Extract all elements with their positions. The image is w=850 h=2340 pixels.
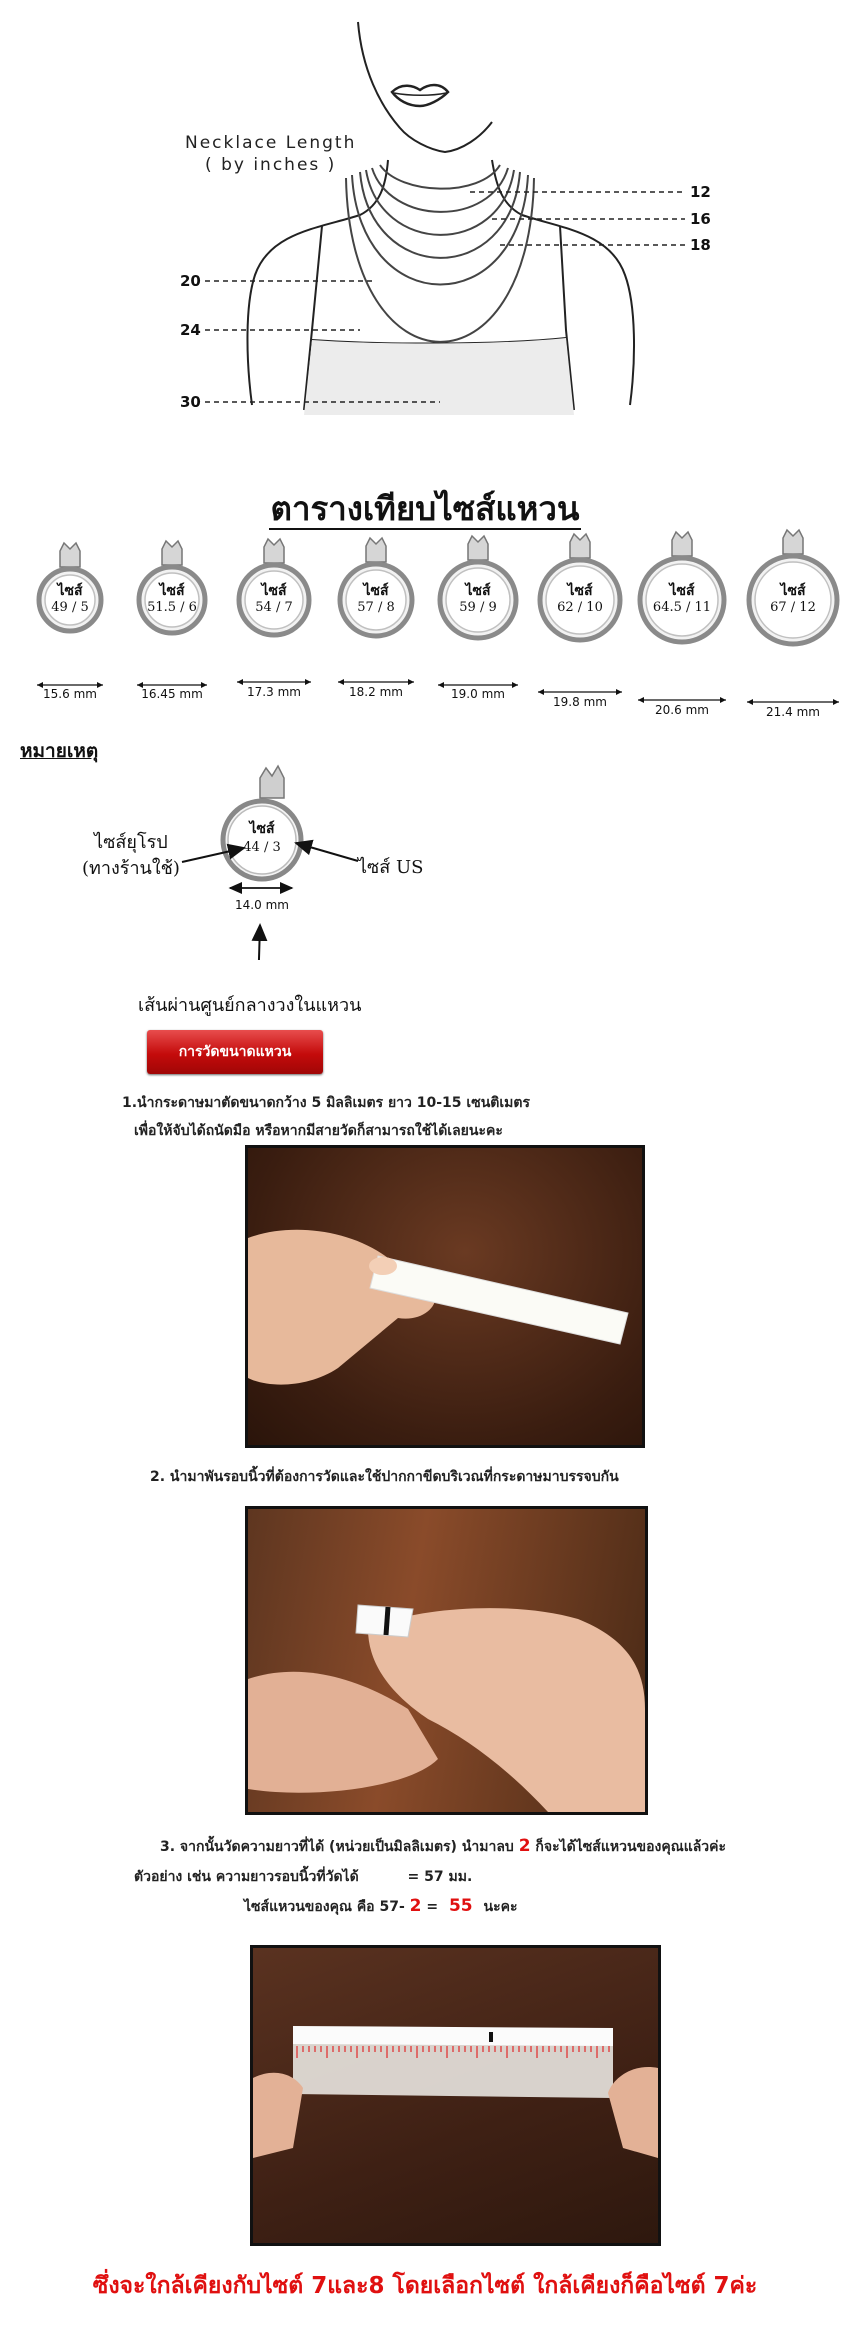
ring-size-word: ไซส์ [669, 583, 695, 599]
length-label-18: 18 [690, 236, 711, 254]
ring-label-1 [20, 583, 120, 615]
ruler-drawing [253, 1948, 658, 2243]
ring-mm-2: 16.45 mm [141, 687, 203, 701]
ring-icon-3 [219, 535, 329, 695]
ring-size-word: ไซส์ [159, 583, 185, 599]
ring-size-word: ไซส์ [261, 583, 287, 599]
ring-size-word: ไซส์ [363, 583, 389, 599]
ring-mm-4: 18.2 mm [349, 685, 403, 699]
ring-label-8 [743, 583, 843, 615]
step3-number: 2 [518, 1836, 531, 1856]
ring-mm-8: 21.4 mm [766, 705, 820, 719]
ring-size-word: ไซส์ [465, 583, 491, 599]
ring-label-3 [224, 583, 324, 615]
necklace-length-title [185, 132, 356, 176]
photo-ruler [250, 1945, 661, 2246]
ring-icon-1 [15, 539, 125, 699]
length-label-20: 20 [180, 272, 201, 290]
example-line: ตัวอย่าง เช่น ความยาวรอบนิ้วที่วัดได้ = 57 มม. [134, 1869, 473, 1885]
length-label-24: 24 [180, 321, 201, 339]
ring-size-row [0, 525, 850, 725]
length-label-30: 30 [180, 393, 201, 411]
result-line: ไซส์แหวนของคุณ คือ 57- 2 = 55 นะคะ [244, 1896, 518, 1916]
ring-label-5 [428, 583, 528, 615]
example-mm: 14.0 mm [235, 898, 289, 912]
eu-size-label: ไซส์ยุโรป (ทางร้านใช้) [82, 832, 180, 879]
step1-line1: 1.นำกระดาษมาตัดขนาดกว้าง 5 มิลลิเมตร ยาว 10-15 เซนติเมตร [122, 1095, 530, 1111]
step1-line2: เพื่อให้จับได้ถนัดมือ หรือหากมีสายวัดก็สามารถใช้ได้เลยนะคะ [134, 1123, 503, 1139]
ring-size-word: ไซส์ [567, 583, 593, 599]
necklace-title-line1: Necklace Length [185, 133, 357, 153]
ring-size-value: 49 / 5 [51, 600, 89, 615]
ring-size-word: ไซส์ [57, 583, 83, 599]
ring-size-word: ไซส์ [780, 583, 806, 599]
ring-size-value: 64.5 / 11 [652, 600, 712, 615]
ring-size-value: 59 / 9 [459, 600, 497, 615]
step2-text: 2. นำมาพันรอบนิ้วที่ต้องการวัดและใช้ปากกาขีดบริเวณที่กระดาษมาบรรจบกัน [150, 1469, 619, 1485]
ring-measure-button[interactable]: การวัดขนาดแหวน [147, 1030, 323, 1074]
remark-heading: หมายเหตุ [20, 740, 99, 762]
ring-label-6 [530, 583, 630, 615]
ring-icon-2 [117, 537, 227, 697]
example-size-value: 44 / 3 [243, 840, 281, 855]
ring-label-2 [122, 583, 222, 615]
length-label-16: 16 [690, 210, 711, 228]
ring-label-4 [326, 583, 426, 615]
ring-label-7 [632, 583, 732, 615]
example-size-word: ไซส์ [249, 821, 275, 837]
ring-size-value: 62 / 10 [557, 600, 603, 615]
ring-chart-title: ตารางเทียบไซส์แหวน [270, 489, 580, 528]
ring-mm-7: 20.6 mm [655, 703, 709, 717]
ring-size-value: 51.5 / 6 [147, 600, 197, 615]
ring-size-value: 54 / 7 [255, 600, 293, 615]
photo-paper-strip [245, 1145, 645, 1448]
ring-mm-6: 19.8 mm [553, 695, 607, 709]
photo-wrap-finger [245, 1506, 648, 1815]
step3-line: 3. จากนั้นวัดความยาวที่ได้ (หน่วยเป็นมิลลิเมตร) นำมาลบ 2 ก็จะได้ไซส์แหวนของคุณแล้วค่ะ [160, 1836, 727, 1856]
us-arrow [280, 825, 370, 875]
ring-mm-5: 19.0 mm [451, 687, 505, 701]
diameter-label: เส้นผ่านศูนย์กลางวงในแหวน [138, 995, 362, 1016]
ring-mm-1: 15.6 mm [43, 687, 97, 701]
final-note: ซึ่งจะใกล้เคียงกับไซต์ 7และ8 โดยเลือกไซต์ ใกล้เคียงก็คือไซต์ 7ค่ะ [92, 2273, 758, 2299]
us-size-label: ไซส์ US [358, 857, 424, 878]
ring-mm-3: 17.3 mm [247, 685, 301, 699]
length-label-12: 12 [690, 183, 711, 201]
wrap-finger-drawing [248, 1509, 645, 1812]
necklace-illustration [0, 0, 850, 470]
ring-size-value: 57 / 8 [357, 600, 395, 615]
paper-strip-drawing [248, 1148, 642, 1445]
necklace-title-line2: ( by inches ) [205, 155, 337, 175]
ring-size-value: 67 / 12 [770, 600, 816, 615]
